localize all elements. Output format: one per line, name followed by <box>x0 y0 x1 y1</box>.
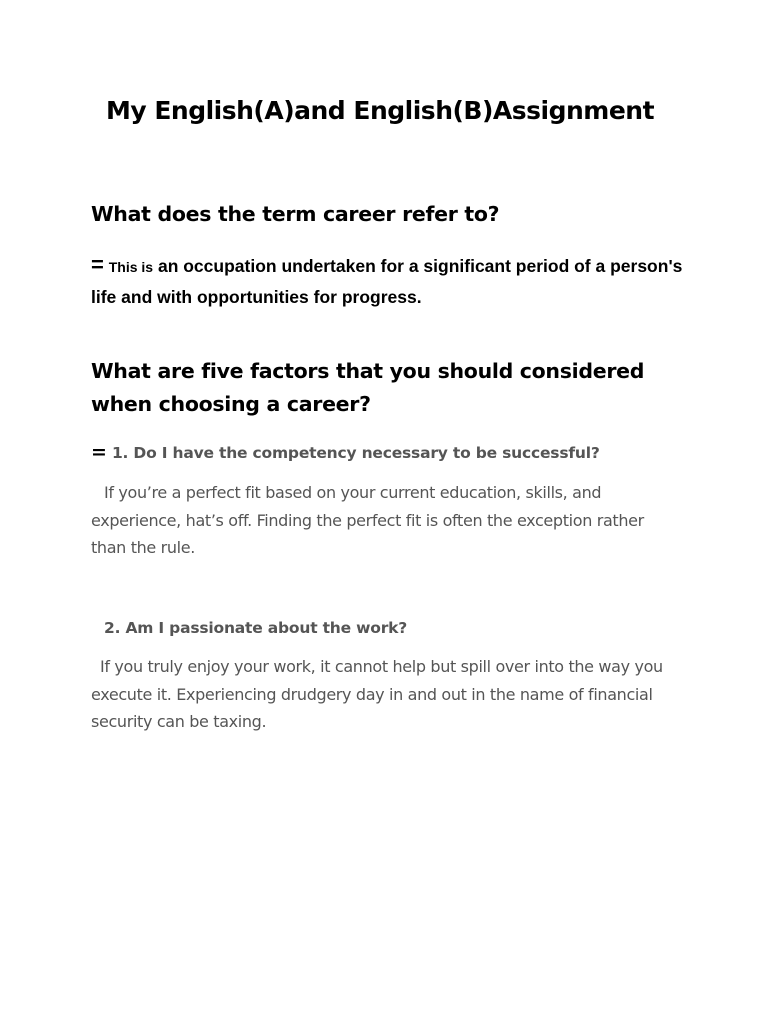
answer-marker: = <box>91 441 107 463</box>
page-title: My English(A)and English(B)Assignment <box>105 96 655 125</box>
factor-1-title-line <box>91 441 731 463</box>
factor-1-body: If you’re a perfect fit based on your current education, skills, and experience, hat’s off. Finding the perfect fit is often the exception rather than the rule. <box>91 483 644 557</box>
answer-marker: = <box>91 252 104 277</box>
question-1-answer <box>91 250 691 312</box>
factor-2-title: 2. Am I passionate about the work? <box>104 619 408 637</box>
question-2-heading: What are five factors that you should considered when choosing a career? <box>91 359 645 416</box>
question-1-heading: What does the term career refer to? <box>91 202 500 226</box>
factor-2-body: If you truly enjoy your work, it cannot help but spill over into the way you execute it. Experiencing drudgery day in and out in the name of financial security can be taxing. <box>91 657 663 731</box>
factor-2-body-paragraph <box>91 653 671 736</box>
factor-1-title: 1. Do I have the competency necessary to be successful? <box>111 444 600 462</box>
factor-1-body-paragraph <box>91 479 671 562</box>
answer-lead: This is <box>108 259 154 275</box>
answer-text: an occupation undertaken for a significant period of a person's life and with opportunities for progress. <box>91 256 683 307</box>
